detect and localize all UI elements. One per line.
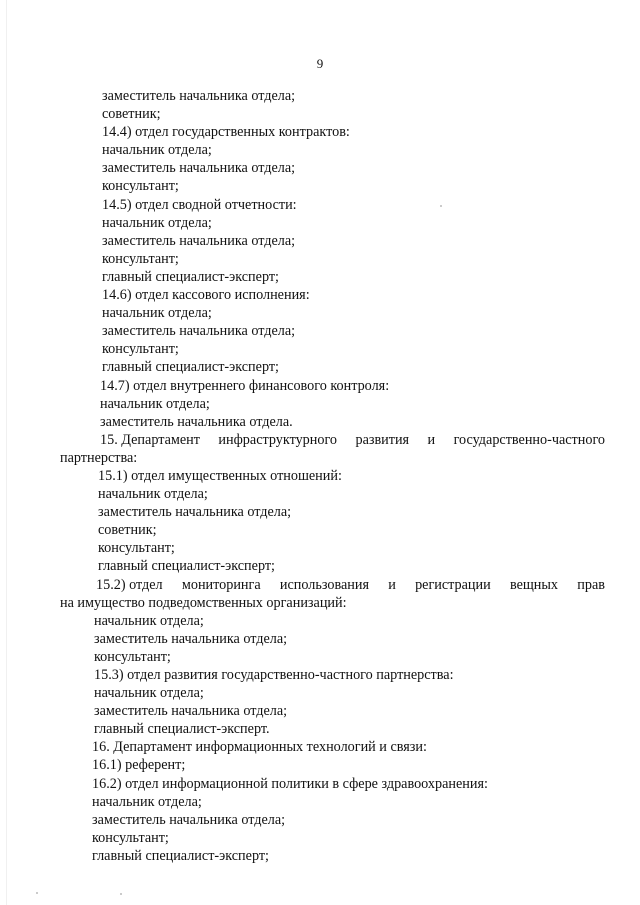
text-line: 14.7) отдел внутреннего финансового контроля: — [100, 377, 390, 394]
text-line: 16.2) отдел информационной политики в сфере здравоохранения: — [92, 775, 488, 792]
text-line: 14.4) отдел государственных контрактов: — [102, 124, 350, 141]
word: 15.2) отдел — [96, 576, 163, 593]
text-line: консультант; — [102, 341, 179, 358]
text-line: 15.3) отдел развития государственно-частного партнерства: — [94, 667, 454, 683]
text-line: начальник отдела; — [102, 214, 212, 231]
justified-heading-line — [60, 576, 605, 594]
word: и — [427, 431, 436, 448]
document-body — [60, 87, 605, 865]
text-line: начальник отдела; — [94, 612, 204, 629]
text-line: главный специалист-эксперт; — [98, 558, 275, 575]
text-line: начальник отдела; — [98, 486, 208, 503]
text-line: консультант; — [102, 250, 179, 267]
text-line: консультант; — [92, 829, 169, 846]
text-line: советник; — [98, 522, 157, 539]
word: 15. Департамент — [100, 431, 200, 448]
word: развития — [355, 431, 410, 448]
word: регистрации — [415, 576, 491, 593]
text-line: на имущество подведомственных организаций: — [60, 594, 347, 611]
text-line: заместитель начальника отдела; — [98, 504, 292, 521]
word: государственно-частного — [453, 431, 605, 448]
text-line: заместитель начальника отдела; — [92, 811, 286, 828]
word: прав — [577, 576, 605, 593]
text-line: 15.1) отдел имущественных отношений: — [98, 467, 342, 484]
text-line: заместитель начальника отдела; — [102, 160, 296, 177]
text-line: главный специалист-эксперт. — [94, 721, 270, 738]
text-line: начальник отдела; — [102, 305, 212, 322]
text-line: консультант; — [102, 178, 179, 195]
text-line: главный специалист-эксперт; — [102, 268, 279, 285]
text-line: 14.5) отдел сводной отчетности: — [102, 196, 297, 213]
text-line: главный специалист-эксперт; — [92, 847, 269, 864]
text-line: начальник отдела; — [92, 793, 202, 810]
text-line: заместитель начальника отдела; — [102, 88, 296, 104]
word: инфраструктурного — [218, 431, 338, 448]
text-line: начальник отдела; — [102, 142, 212, 159]
text-line: заместитель начальника отдела. — [100, 413, 293, 430]
word: использования — [279, 576, 369, 593]
text-line: заместитель начальника отдела; — [94, 703, 288, 720]
text-line: заместитель начальника отдела; — [94, 630, 288, 647]
text-line: консультант; — [98, 540, 175, 557]
page-number: 9 — [316, 56, 324, 71]
text-line: советник; — [102, 106, 161, 123]
text-line: главный специалист-эксперт; — [102, 359, 279, 376]
text-line: партнерства: — [60, 449, 138, 466]
scan-speck — [440, 205, 442, 207]
text-line: консультант; — [94, 648, 171, 665]
justified-heading-line — [60, 431, 605, 449]
text-line: заместитель начальника отдела; — [102, 232, 296, 249]
word: мониторинга — [181, 576, 261, 593]
text-line: 14.6) отдел кассового исполнения: — [102, 287, 310, 304]
text-line: 16. Департамент информационных технологий и связи: — [92, 739, 427, 756]
word: вещных — [509, 576, 559, 593]
scan-edge — [6, 0, 7, 905]
word: и — [388, 576, 396, 593]
text-line: начальник отдела; — [100, 395, 210, 412]
text-line: 16.1) референт; — [92, 757, 186, 774]
text-line: заместитель начальника отдела; — [102, 323, 296, 340]
text-line: начальник отдела; — [94, 685, 204, 702]
scan-speck — [120, 893, 122, 895]
scan-speck — [36, 892, 38, 894]
